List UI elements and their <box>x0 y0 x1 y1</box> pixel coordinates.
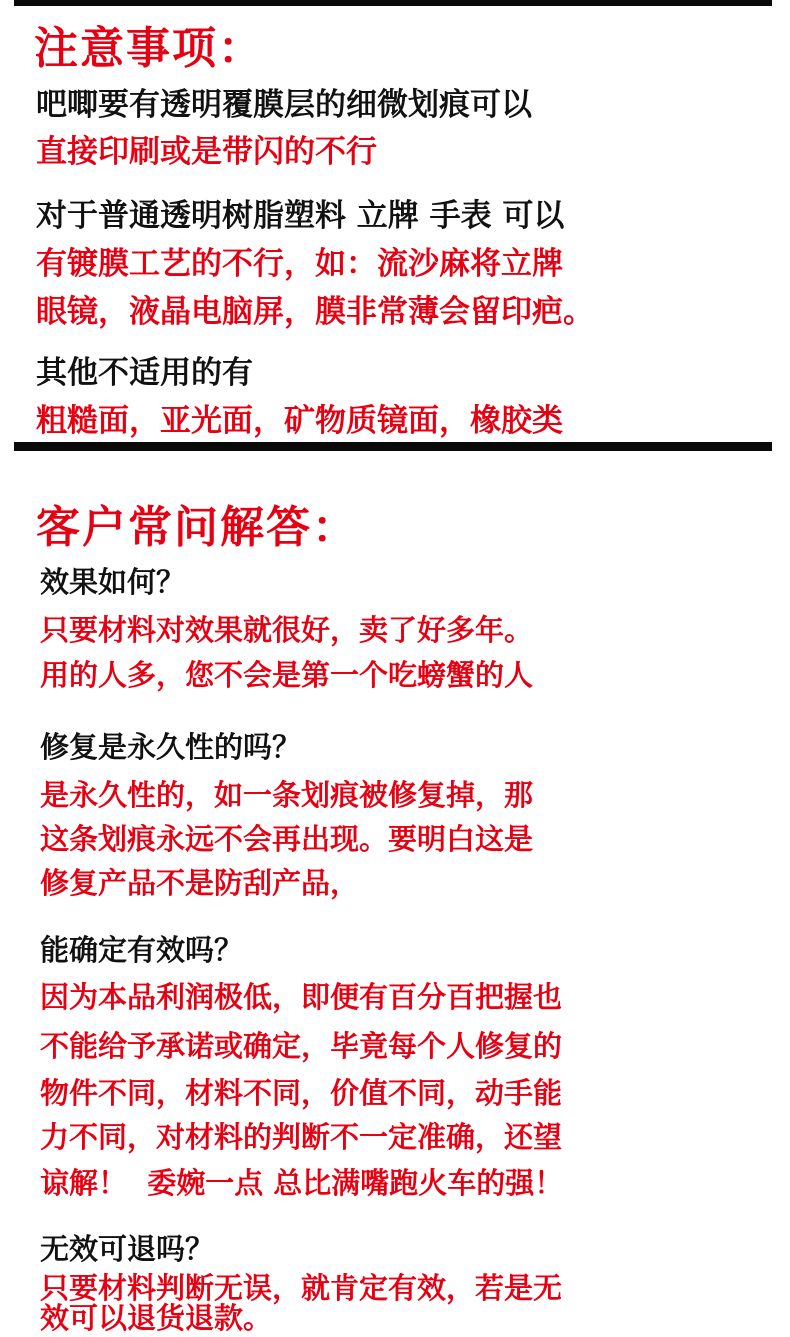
faq-answer: 力不同，对材料的判断不一定准确，还望 <box>40 1120 563 1154</box>
faq-answer: 谅解！ 委婉一点 总比满嘴跑火车的强！ <box>40 1166 564 1200</box>
faq-answer: 只要材料对效果就很好，卖了好多年。 <box>40 613 534 647</box>
notice-line: 吧唧要有透明覆膜层的细微划痕可以 <box>36 87 532 123</box>
section-divider <box>14 442 772 451</box>
faq-answer: 用的人多，您不会是第一个吃螃蟹的人 <box>40 658 534 692</box>
faq-answer: 物件不同，材料不同，价值不同，动手能 <box>40 1076 563 1110</box>
notice-line: 眼镜，液晶电脑屏，膜非常薄会留印疤。 <box>36 294 594 330</box>
faq-answer: 只要材料判断无误，就肯定有效，若是无 <box>40 1271 563 1305</box>
notice-line: 对于普通透明树脂塑料 立牌 手表 可以 <box>36 198 565 234</box>
notice-title: 注意事项： <box>34 23 264 74</box>
faq-answer: 修复产品不是防刮产品， <box>40 866 360 900</box>
faq-answer: 效可以退货退款。 <box>40 1301 273 1335</box>
faq-answer: 这条划痕永远不会再出现。要明白这是 <box>40 822 534 856</box>
faq-answer: 是永久性的，如一条划痕被修复掉，那 <box>40 778 534 812</box>
notice-line: 其他不适用的有 <box>36 355 253 391</box>
faq-answer: 不能给予承诺或确定，毕竟每个人修复的 <box>40 1029 563 1063</box>
faq-title: 客户常问解答： <box>36 502 358 553</box>
top-divider <box>14 0 772 6</box>
notice-line: 直接印刷或是带闪的不行 <box>36 134 377 170</box>
faq-question: 无效可退吗？ <box>40 1232 215 1266</box>
notice-line: 有镀膜工艺的不行，如：流沙麻将立牌 <box>36 246 563 282</box>
faq-question: 效果如何？ <box>40 565 186 599</box>
faq-answer: 因为本品利润极低，即便有百分百把握也 <box>40 980 563 1014</box>
faq-question: 能确定有效吗？ <box>40 933 244 967</box>
notice-line: 粗糙面，亚光面，矿物质镜面，橡胶类 <box>36 403 563 439</box>
faq-question: 修复是永久性的吗？ <box>40 730 302 764</box>
